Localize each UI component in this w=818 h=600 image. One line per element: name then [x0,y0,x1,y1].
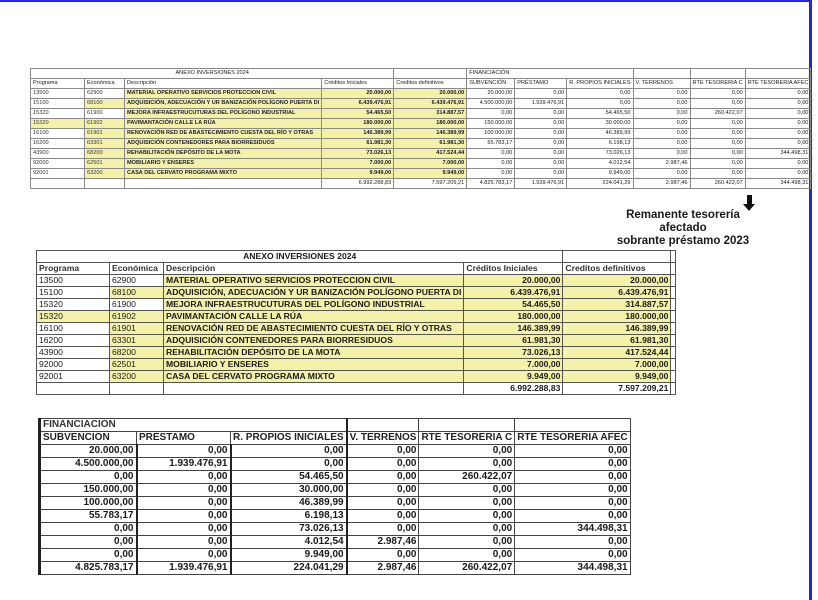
descripcion-cell: RENOVACIÓN RED DE ABASTECIMIENTO CUESTA DEL RÍO Y OTRAS [125,129,322,139]
programa-cell: 15320 [37,299,110,311]
rte-tesoreria-afec-cell: 0,00 [515,549,630,562]
subvencion-cell: 55.783,17 [40,510,137,523]
creditos-definitivos-cell: 180.000,00 [394,119,467,129]
header-rte-tesoreria-afec: RTE TESORERIA AFEC [515,432,630,445]
descripcion-cell: ADQUISICIÓN, ADECUACIÓN Y UR BANIZACIÓN POLÍGONO PUERTA DI [125,99,322,109]
prestamo-cell: 0,00 [515,169,567,179]
table-row [37,311,676,323]
table-row [40,536,631,549]
descripcion-cell: PAVIMANTACIÓN CALLE LA RÚA [125,119,322,129]
v-terrenos-cell: 0,00 [347,510,419,523]
table-row [40,523,631,536]
rte-tesoreria-cell: 0,00 [690,89,745,99]
empty-cell [85,179,125,189]
subvencion-cell: 0,00 [467,169,515,179]
subvencion-cell: 0,00 [467,109,515,119]
v-terrenos-cell: 0,00 [347,484,419,497]
prestamo-cell: 0,00 [515,109,567,119]
economica-cell: 63301 [110,335,164,347]
header-v-terrenos: V. TERRENOS [347,432,419,445]
total-r-propios: 224.041,29 [567,179,633,189]
descripcion-cell: MEJORA INFRAESTRUCUTURAS DEL POLÍGONO INDUSTRIAL [164,299,464,311]
creditos-iniciales-cell: 6.439.476,91 [322,99,394,109]
empty-cell [31,179,85,189]
prestamo-cell: 0,00 [515,89,567,99]
total-prestamo: 1.939.476,91 [515,179,567,189]
v-terrenos-cell: 0,00 [633,99,690,109]
r-propios-cell: 73.026,13 [231,523,347,536]
subvencion-cell: 4.500.000,00 [467,99,515,109]
subvencion-cell: 100.000,00 [467,129,515,139]
rte-tesoreria-cell: 0,00 [690,99,745,109]
prestamo-cell: 1.939.476,91 [137,458,231,471]
header-economica: Económica [110,263,164,275]
total-rte-tesoreria: 260.422,07 [419,562,515,575]
totals-row [31,179,811,189]
annex-title: ANEXO INVERSIONES 2024 [31,69,394,79]
total-rte-tesoreria-afec: 344.498,31 [745,179,811,189]
r-propios-cell: 9.949,00 [231,549,347,562]
v-terrenos-cell: 2.987,46 [633,159,690,169]
total-creditos-iniciales: 6.992.288,83 [464,383,563,395]
rte-tesoreria-afec-cell: 0,00 [745,159,811,169]
economica-cell: 62900 [110,275,164,287]
economica-cell: 61900 [85,109,125,119]
programa-cell: 16100 [31,129,85,139]
prestamo-cell: 0,00 [515,119,567,129]
economica-cell: 68100 [85,99,125,109]
creditos-definitivos-cell: 314.887,57 [394,109,467,119]
creditos-definitivos-cell: 146.389,99 [394,129,467,139]
table-row [40,458,631,471]
programa-cell: 16200 [37,335,110,347]
total-v-terrenos: 2.987,46 [633,179,690,189]
rte-tesoreria-cell: 0,00 [690,169,745,179]
rte-tesoreria-afec-cell: 0,00 [515,471,630,484]
v-terrenos-cell: 0,00 [347,445,419,458]
descripcion-cell: MOBILIARIO Y ENSERES [164,359,464,371]
programa-cell: 16200 [31,139,85,149]
table-row [37,335,676,347]
totals-row [40,562,631,575]
total-rte-tesoreria: 260.422,07 [690,179,745,189]
prestamo-cell: 0,00 [137,549,231,562]
creditos-definitivos-cell: 61.981,30 [394,139,467,149]
economica-cell: 68200 [110,347,164,359]
rte-tesoreria-afec-cell: 0,00 [745,99,811,109]
cut-cell [671,371,676,383]
table-row [37,347,676,359]
creditos-definitivos-cell: 417.524,44 [394,149,467,159]
rte-tesoreria-afec-cell: 0,00 [745,89,811,99]
descripcion-cell: MOBILIARIO Y ENSERES [125,159,322,169]
economica-cell: 63301 [85,139,125,149]
v-terrenos-cell: 0,00 [633,139,690,149]
programa-cell: 92001 [37,371,110,383]
subvencion-cell: 0,00 [467,149,515,159]
subvencion-cell: 0,00 [40,523,137,536]
table-row [37,275,676,287]
descripcion-cell: CASA DEL CERVATO PROGRAMA MIXTO [164,371,464,383]
rte-tesoreria-afec-cell: 344.498,31 [745,149,811,159]
r-propios-cell: 9.949,00 [567,169,633,179]
rte-tesoreria-cell: 0,00 [419,523,515,536]
r-propios-cell: 6.198,13 [567,139,633,149]
prestamo-cell: 1.939.476,91 [515,99,567,109]
cut-cell [671,299,676,311]
v-terrenos-cell: 0,00 [347,549,419,562]
total-rte-tesoreria-afec: 344.498,31 [515,562,630,575]
table-row [31,169,811,179]
rte-tesoreria-afec-cell: 0,00 [745,139,811,149]
rte-tesoreria-afec-cell: 0,00 [515,536,630,549]
creditos-iniciales-cell: 6.439.476,91 [464,287,563,299]
economica-cell: 61902 [110,311,164,323]
creditos-iniciales-cell: 61.981,30 [464,335,563,347]
annotation-note [608,209,758,248]
r-propios-cell: 54.465,50 [567,109,633,119]
subvencion-cell: 20.000,00 [40,445,137,458]
header-creditos-iniciales: Créditos Iniciales [322,79,394,89]
rte-tesoreria-afec-cell: 0,00 [745,109,811,119]
header-subvencion: SUBVENCIÓN [40,432,137,445]
rte-tesoreria-cell: 0,00 [419,510,515,523]
table-row [37,371,676,383]
creditos-definitivos-cell: 6.439.476,91 [563,287,671,299]
creditos-definitivos-cell: 314.887,57 [563,299,671,311]
descripcion-cell: ADQUISICIÓN, ADECUACIÓN Y UR BANIZACIÓN POLÍGONO PUERTA DI [164,287,464,299]
totals-row [37,383,676,395]
descripcion-cell: ADQUISICIÓN CONTENEDORES PARA BIORRESIDUOS [125,139,322,149]
programa-cell: 15320 [31,119,85,129]
financing-title: FINANCIACIÓN [467,69,633,79]
total-creditos-iniciales: 6.992.288,83 [322,179,394,189]
creditos-iniciales-cell: 54.465,50 [322,109,394,119]
economica-cell: 61901 [85,129,125,139]
rte-tesoreria-cell: 0,00 [690,149,745,159]
creditos-iniciales-cell: 73.026,13 [464,347,563,359]
prestamo-cell: 0,00 [137,523,231,536]
creditos-iniciales-cell: 54.465,50 [464,299,563,311]
table-row [37,299,676,311]
v-terrenos-cell: 0,00 [633,89,690,99]
v-terrenos-cell: 0,00 [633,149,690,159]
header-rte-tesoreria-afec: RTE TESORERIA AFEC [745,79,811,89]
annex-detail-table [36,250,676,395]
subvencion-cell: 0,00 [40,549,137,562]
descripcion-cell: PAVIMANTACIÓN CALLE LA RÚA [164,311,464,323]
table-row [40,510,631,523]
descripcion-cell: REHABILITACIÓN DEPÓSITO DE LA MOTA [125,149,322,159]
cut-cell [671,383,676,395]
economica-cell: 63200 [110,371,164,383]
rte-tesoreria-cell: 0,00 [690,129,745,139]
rte-tesoreria-cell: 0,00 [690,119,745,129]
rte-tesoreria-cell: 0,00 [419,458,515,471]
header-programa: Programa [37,263,110,275]
creditos-iniciales-cell: 180.000,00 [322,119,394,129]
v-terrenos-cell: 2.987,46 [347,536,419,549]
creditos-definitivos-cell: 6.439.476,91 [394,99,467,109]
table-row [31,119,811,129]
prestamo-cell: 0,00 [515,129,567,139]
annotation-line-1: Remanente tesorería afectado [626,209,740,234]
r-propios-cell: 73.026,13 [567,149,633,159]
creditos-definitivos-cell: 20.000,00 [394,89,467,99]
header-creditos-definitivos: Creditos definitivos [394,79,467,89]
descripcion-cell: MATERIAL OPERATIVO SERVICIOS PROTECCION CIVIL [125,89,322,99]
r-propios-cell: 0,00 [567,89,633,99]
programa-cell: 15100 [37,287,110,299]
subvencion-cell: 150.000,00 [40,484,137,497]
cut-cell [671,287,676,299]
prestamo-cell: 0,00 [137,497,231,510]
header-descripcion: Descripción [164,263,464,275]
creditos-iniciales-cell: 7.000,00 [322,159,394,169]
table-row [31,159,811,169]
r-propios-cell: 0,00 [231,445,347,458]
programa-cell: 92000 [37,359,110,371]
annex-title: ANEXO INVERSIONES 2024 [37,251,563,263]
creditos-iniciales-cell: 9.949,00 [322,169,394,179]
annotation-line-2: sobrante préstamo 2023 [616,235,750,247]
rte-tesoreria-cell: 260.422,07 [419,471,515,484]
economica-cell: 63200 [85,169,125,179]
header-economica: Económica [85,79,125,89]
creditos-definitivos-cell: 7.000,00 [563,359,671,371]
rte-tesoreria-afec-cell: 0,00 [745,169,811,179]
economica-cell: 62900 [85,89,125,99]
creditos-iniciales-cell: 20.000,00 [322,89,394,99]
cut-cell [671,347,676,359]
total-subvencion: 4.825.783,17 [40,562,137,575]
descripcion-cell: RENOVACIÓN RED DE ABASTECIMIENTO CUESTA DEL RÍO Y OTRAS [164,323,464,335]
r-propios-cell: 4.012,54 [231,536,347,549]
table-row [40,484,631,497]
empty-cell [125,179,322,189]
v-terrenos-cell: 0,00 [347,523,419,536]
prestamo-cell: 0,00 [137,471,231,484]
header-rte-tesoreria: RTE TESORERIA C [419,432,515,445]
economica-cell: 68100 [110,287,164,299]
prestamo-cell: 0,00 [515,159,567,169]
header-creditos-iniciales: Créditos Iniciales [464,263,563,275]
table-row [31,99,811,109]
r-propios-cell: 30.000,00 [231,484,347,497]
creditos-iniciales-cell: 7.000,00 [464,359,563,371]
table-row [31,89,811,99]
header-descripcion: Descripción [125,79,322,89]
creditos-iniciales-cell: 180.000,00 [464,311,563,323]
rte-tesoreria-cell: 0,00 [419,497,515,510]
rte-tesoreria-afec-cell: 0,00 [515,510,630,523]
economica-cell: 62501 [85,159,125,169]
cut-cell [671,323,676,335]
rte-tesoreria-cell: 0,00 [419,549,515,562]
header-prestamo: PRÉSTAMO [137,432,231,445]
table-row [31,139,811,149]
prestamo-cell: 0,00 [515,149,567,159]
subvencion-cell: 100.000,00 [40,497,137,510]
table-row [37,287,676,299]
rte-tesoreria-cell: 0,00 [419,445,515,458]
table-row [40,549,631,562]
descripcion-cell: ADQUISICIÓN CONTENEDORES PARA BIORRESIDUOS [164,335,464,347]
cut-cell [671,335,676,347]
creditos-definitivos-cell: 61.981,30 [563,335,671,347]
creditos-definitivos-cell: 7.000,00 [394,159,467,169]
economica-cell: 61902 [85,119,125,129]
prestamo-cell: 0,00 [137,484,231,497]
descripcion-cell: MEJORA INFRAESTRUCUTURAS DEL POLÍGONO INDUSTRIAL [125,109,322,119]
table-row [37,359,676,371]
economica-cell: 62501 [110,359,164,371]
rte-tesoreria-afec-cell: 344.498,31 [515,523,630,536]
creditos-iniciales-cell: 146.389,99 [322,129,394,139]
table-row [37,323,676,335]
r-propios-cell: 6.198,13 [231,510,347,523]
programa-cell: 43900 [31,149,85,159]
r-propios-cell: 4.012,54 [567,159,633,169]
v-terrenos-cell: 0,00 [633,169,690,179]
rte-tesoreria-afec-cell: 0,00 [745,129,811,139]
creditos-iniciales-cell: 61.981,30 [322,139,394,149]
rte-tesoreria-afec-cell: 0,00 [515,445,630,458]
table-row [31,149,811,159]
subvencion-cell: 55.783,17 [467,139,515,149]
programa-cell: 92000 [31,159,85,169]
v-terrenos-cell: 0,00 [347,471,419,484]
r-propios-cell: 0,00 [231,458,347,471]
creditos-iniciales-cell: 146.389,99 [464,323,563,335]
subvencion-cell: 0,00 [40,471,137,484]
full-investment-table [30,68,811,189]
total-creditos-definitivos: 7.597.209,21 [394,179,467,189]
creditos-definitivos-cell: 146.389,99 [563,323,671,335]
creditos-definitivos-cell: 9.949,00 [394,169,467,179]
table-row [31,109,811,119]
creditos-definitivos-cell: 417.524,44 [563,347,671,359]
r-propios-cell: 46.389,99 [567,129,633,139]
programa-cell: 43900 [37,347,110,359]
creditos-iniciales-cell: 20.000,00 [464,275,563,287]
creditos-definitivos-cell: 20.000,00 [563,275,671,287]
subvencion-cell: 4.500.000,00 [40,458,137,471]
creditos-definitivos-cell: 180.000,00 [563,311,671,323]
arrow-down-icon [747,195,752,205]
rte-tesoreria-cell: 0,00 [690,139,745,149]
r-propios-cell: 46.389,99 [231,497,347,510]
empty-cell [110,383,164,395]
economica-cell: 61901 [110,323,164,335]
subvencion-cell: 0,00 [467,159,515,169]
programa-cell: 15320 [31,109,85,119]
r-propios-cell: 0,00 [567,99,633,109]
table-row [40,497,631,510]
header-v-terrenos: V. TERRENOS [633,79,690,89]
header-subvencion: SUBVENCIÓN [467,79,515,89]
cut-cell [671,311,676,323]
empty-cell [37,383,110,395]
total-creditos-definitivos: 7.597.209,21 [563,383,671,395]
economica-cell: 61900 [110,299,164,311]
creditos-iniciales-cell: 9.949,00 [464,371,563,383]
rte-tesoreria-afec-cell: 0,00 [515,458,630,471]
cut-cell [671,359,676,371]
prestamo-cell: 0,00 [515,139,567,149]
creditos-iniciales-cell: 73.026,13 [322,149,394,159]
subvencion-cell: 150.000,00 [467,119,515,129]
rte-tesoreria-afec-cell: 0,00 [515,484,630,497]
empty-cell [164,383,464,395]
total-r-propios: 224.041,29 [231,562,347,575]
r-propios-cell: 30.000,00 [567,119,633,129]
descripcion-cell: REHABILITACIÓN DEPÓSITO DE LA MOTA [164,347,464,359]
header-r-propios: R. PROPIOS INICIALES [231,432,347,445]
rte-tesoreria-afec-cell: 0,00 [745,119,811,129]
total-v-terrenos: 2.987,46 [347,562,419,575]
financing-title: FINANCIACIÓN [40,419,347,432]
total-subvencion: 4.825.783,17 [467,179,515,189]
rte-tesoreria-cell: 260.422,07 [690,109,745,119]
r-propios-cell: 54.465,50 [231,471,347,484]
total-prestamo: 1.939.476,91 [137,562,231,575]
prestamo-cell: 0,00 [137,510,231,523]
subvencion-cell: 0,00 [40,536,137,549]
header-r-propios: R. PROPIOS INICIALES [567,79,633,89]
programa-cell: 15100 [31,99,85,109]
programa-cell: 16100 [37,323,110,335]
v-terrenos-cell: 0,00 [347,458,419,471]
v-terrenos-cell: 0,00 [347,497,419,510]
table-row [31,129,811,139]
rte-tesoreria-cell: 0,00 [419,536,515,549]
programa-cell: 13500 [31,89,85,99]
table-row [40,471,631,484]
table-row [40,445,631,458]
header-creditos-definitivos: Creditos definitivos [563,263,671,275]
header-rte-tesoreria: RTE TESORERIA C [690,79,745,89]
header-programa: Programa [31,79,85,89]
v-terrenos-cell: 0,00 [633,109,690,119]
rte-tesoreria-cell: 0,00 [419,484,515,497]
financing-detail-table [38,418,631,575]
descripcion-cell: CASA DEL CERVATO PROGRAMA MIXTO [125,169,322,179]
v-terrenos-cell: 0,00 [633,119,690,129]
economica-cell: 68200 [85,149,125,159]
header-prestamo: PRÉSTAMO [515,79,567,89]
programa-cell: 13500 [37,275,110,287]
rte-tesoreria-afec-cell: 0,00 [515,497,630,510]
descripcion-cell: MATERIAL OPERATIVO SERVICIOS PROTECCION CIVIL [164,275,464,287]
subvencion-cell: 20.000,00 [467,89,515,99]
programa-cell: 92001 [31,169,85,179]
programa-cell: 15320 [37,311,110,323]
rte-tesoreria-cell: 0,00 [690,159,745,169]
cut-cell [671,275,676,287]
prestamo-cell: 0,00 [137,536,231,549]
creditos-definitivos-cell: 9.949,00 [563,371,671,383]
prestamo-cell: 0,00 [137,445,231,458]
v-terrenos-cell: 0,00 [633,129,690,139]
